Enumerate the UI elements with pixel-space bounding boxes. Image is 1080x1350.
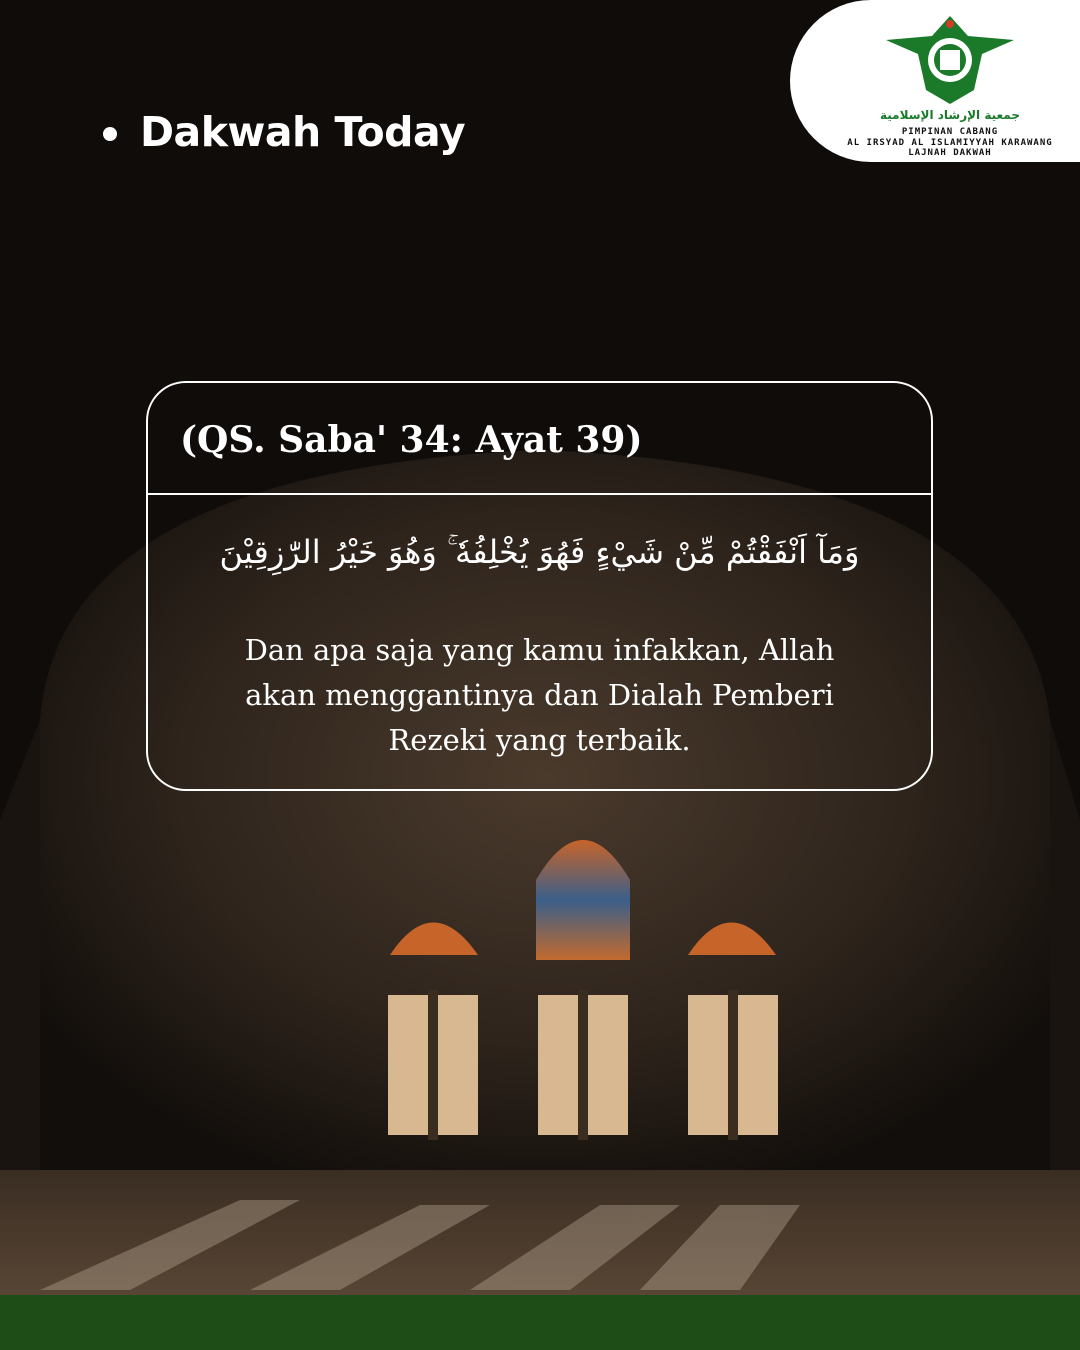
emblem-icon [882,10,1018,106]
page-title: Dakwah Today [140,108,466,156]
logo-line-3: LAJNAH DAKWAH [908,148,992,158]
verse-card [146,381,933,791]
verse-arabic-text: وَمَآ اَنْفَقْتُمْ مِّنْ شَيْءٍ فَهُوَ يُخْلِفُهٗ ۚ وَهُوَ خَيْرُ الرّٰزِقِيْنَ [219,533,860,571]
footer-green-strip [0,1295,1080,1350]
header-bullet [103,127,117,141]
logo-line-2: AL IRSYAD AL ISLAMIYYAH KARAWANG [847,138,1053,148]
verse-card-header [148,383,931,495]
organization-logo [790,0,1080,162]
verse-reference: (QS. Saba' 34: Ayat 39) [180,419,643,461]
logo-line-1: PIMPINAN CABANG [901,127,999,137]
verse-translation: Dan apa saja yang kamu infakkan, Allah akan menggantinya dan Dialah Pemberi Rezeki yang terbaik. [244,633,835,757]
logo-arabic-name: جمعية الإرشاد الإسلامية [880,108,1020,122]
